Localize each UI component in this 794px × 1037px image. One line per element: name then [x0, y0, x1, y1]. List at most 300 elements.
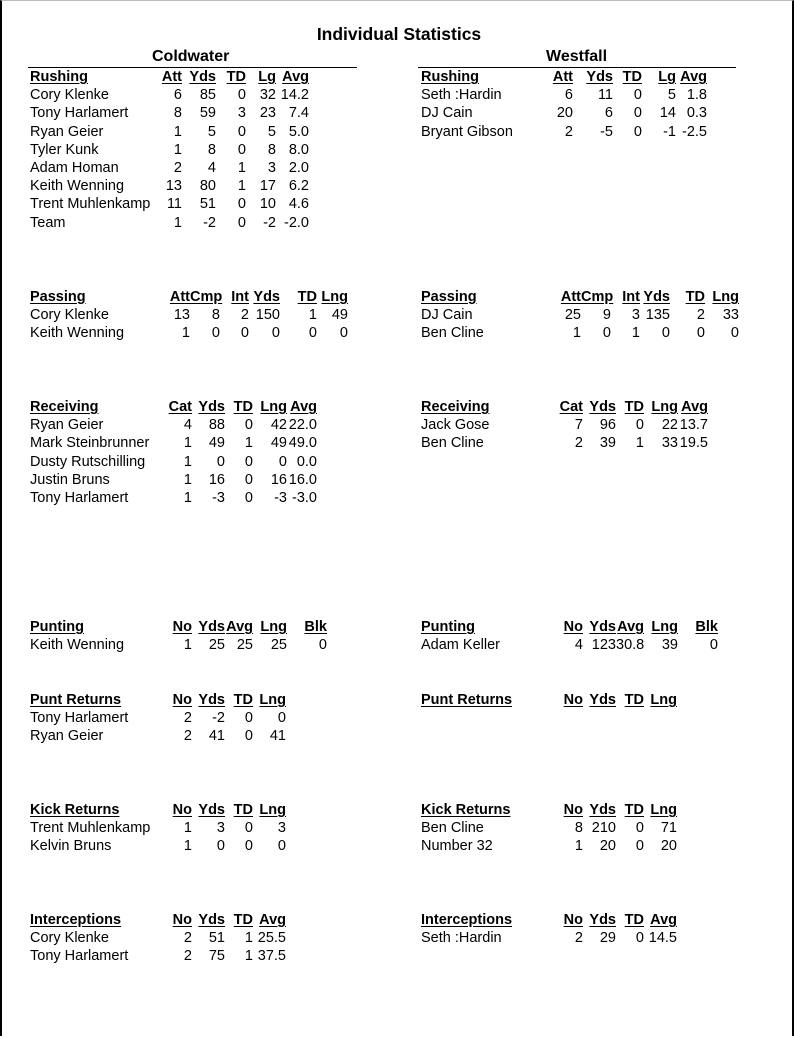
- stat-value: 6: [604, 105, 613, 122]
- stat-value: -2.0: [284, 214, 309, 231]
- stat-value: 3: [277, 820, 286, 837]
- player-name: Justin Bruns: [30, 471, 110, 488]
- header-label: Lg: [658, 69, 676, 85]
- stat-value: 0: [635, 417, 644, 434]
- table-row: [30, 123, 309, 141]
- column-header: [555, 911, 583, 929]
- column-header: [644, 398, 678, 416]
- column-header: [644, 691, 677, 709]
- stat-value: 13: [173, 307, 190, 324]
- header-row: [421, 68, 707, 86]
- stat-value: 0: [237, 141, 246, 158]
- header-row: [421, 691, 677, 709]
- stat-value: 8: [207, 141, 216, 158]
- interceptions-left-grid: [30, 911, 286, 966]
- stat-value: 14.5: [648, 930, 677, 947]
- table-row: [30, 636, 327, 654]
- stat-value: 3: [631, 307, 640, 324]
- passing-table-left: [30, 288, 348, 343]
- column-header: [225, 398, 253, 416]
- column-header: [253, 691, 286, 709]
- column-header: [182, 68, 216, 86]
- header-label: Lng: [260, 619, 287, 635]
- header-label: TD: [624, 692, 644, 708]
- player-name: Number 32: [421, 838, 493, 855]
- stat-value: 11: [597, 87, 613, 104]
- stat-value: 0: [308, 325, 317, 342]
- stat-value: 59: [199, 105, 216, 122]
- team-name-left: Coldwater: [152, 48, 230, 65]
- table-row: [30, 453, 317, 471]
- stat-value: 5.0: [288, 123, 309, 140]
- column-header: [616, 618, 644, 636]
- stat-value: 1: [244, 948, 253, 965]
- stat-value: 11: [166, 196, 182, 213]
- column-header: [676, 68, 707, 86]
- header-label: Blk: [695, 619, 718, 635]
- stat-value: 0.3: [686, 105, 707, 122]
- column-header: [555, 618, 583, 636]
- header-label: Cat: [168, 399, 192, 415]
- column-header: [573, 68, 613, 86]
- column-header: [192, 618, 225, 636]
- header-row: [30, 801, 286, 819]
- page-title: Individual Statistics: [316, 24, 482, 44]
- player-name: Ryan Geier: [30, 417, 104, 434]
- stat-value: 1: [173, 123, 182, 140]
- stat-value: 6: [173, 87, 182, 104]
- punt-returns-table-right: [421, 691, 677, 709]
- column-header: [190, 288, 223, 306]
- stat-value: 1: [572, 325, 581, 342]
- header-label: TD: [685, 289, 705, 305]
- stat-value: 7: [574, 417, 583, 434]
- stat-value: 13.7: [679, 417, 708, 434]
- stat-value: 0: [240, 325, 249, 342]
- column-header: [253, 618, 287, 636]
- table-row: [30, 727, 286, 745]
- stat-value: 23: [259, 105, 276, 122]
- stat-value: 22: [661, 417, 678, 434]
- stat-value: 1: [574, 838, 583, 855]
- table-row: [421, 324, 739, 342]
- stat-value: 1: [183, 490, 192, 507]
- stat-value: 16: [208, 471, 225, 488]
- header-label: Yds: [589, 399, 616, 415]
- punting-left-grid: [30, 618, 327, 654]
- stat-value: 4: [207, 160, 216, 177]
- header-label: Punting: [30, 619, 84, 635]
- header-label: Avg: [650, 912, 677, 928]
- player-name: Keith Wenning: [30, 325, 125, 342]
- player-name: Jack Gose: [421, 417, 490, 434]
- stat-value: 20: [660, 838, 677, 855]
- header-label: Yds: [198, 802, 225, 818]
- stat-value: -3.0: [292, 490, 317, 507]
- header-label: Yds: [589, 912, 616, 928]
- player-name: Seth :Hardin: [421, 87, 502, 104]
- stat-value: -2: [263, 214, 276, 231]
- stat-value: 29: [599, 930, 616, 947]
- header-label: TD: [233, 692, 253, 708]
- column-header: [225, 691, 253, 709]
- stat-value: -1: [663, 123, 676, 140]
- header-row: [421, 618, 718, 636]
- stat-value: 6: [564, 87, 573, 104]
- stat-value: 1.8: [686, 87, 707, 104]
- stat-value: 14.2: [280, 87, 309, 104]
- stat-value: 1: [635, 435, 644, 452]
- header-label: Att: [552, 69, 573, 85]
- table-row: [30, 471, 317, 489]
- header-label: No: [563, 802, 583, 818]
- header-label: Yds: [589, 802, 616, 818]
- header-row: [421, 911, 677, 929]
- stat-value: 0: [244, 728, 253, 745]
- table-row: [30, 434, 317, 452]
- column-header: [583, 618, 616, 636]
- header-row: [30, 911, 286, 929]
- stat-value: 5: [267, 123, 276, 140]
- team-name-right: Westfall: [546, 48, 608, 65]
- passing-right-grid: [421, 288, 739, 343]
- stat-value: 8: [574, 820, 583, 837]
- player-name: Ryan Geier: [30, 728, 104, 745]
- stat-value: 0: [244, 820, 253, 837]
- column-header: [644, 618, 678, 636]
- player-name: Mark Steinbrunner: [30, 435, 150, 452]
- stat-value: 2: [183, 710, 192, 727]
- stat-value: 0: [635, 930, 644, 947]
- stat-value: 0: [237, 196, 246, 213]
- header-label: Lng: [259, 802, 286, 818]
- stat-value: 7.4: [288, 105, 309, 122]
- stat-value: 1: [308, 307, 317, 324]
- header-label: Punt Returns: [30, 692, 122, 708]
- column-header: [280, 288, 317, 306]
- stat-value: 0: [237, 123, 246, 140]
- table-row: [30, 214, 309, 232]
- header-label: Avg: [282, 69, 309, 85]
- table-row: [30, 709, 286, 727]
- column-header: [555, 691, 583, 709]
- section-heading: [421, 68, 549, 86]
- column-header: [164, 911, 192, 929]
- player-name: Cory Klenke: [30, 87, 109, 104]
- column-header: [581, 288, 614, 306]
- table-row: [30, 947, 286, 965]
- header-label: Lng: [651, 399, 678, 415]
- stat-value: 1: [183, 471, 192, 488]
- table-row: [30, 489, 317, 507]
- kick-returns-left-grid: [30, 801, 286, 856]
- column-header: [253, 801, 286, 819]
- column-header: [644, 801, 677, 819]
- column-header: [644, 911, 677, 929]
- stat-value: 0: [730, 325, 739, 342]
- column-header: [164, 288, 190, 306]
- stat-value: 30.8: [616, 637, 645, 654]
- column-header: [549, 68, 573, 86]
- header-row: [30, 618, 327, 636]
- column-header: [642, 68, 676, 86]
- stat-value: 3: [237, 105, 246, 122]
- stat-value: 85: [199, 87, 216, 104]
- header-label: TD: [624, 802, 644, 818]
- header-label: Lng: [259, 692, 286, 708]
- stat-value: 0: [271, 325, 280, 342]
- stat-value: 0: [244, 453, 253, 470]
- column-header: [583, 398, 616, 416]
- header-label: Att: [560, 289, 581, 305]
- column-header: [613, 68, 642, 86]
- header-row: [30, 691, 286, 709]
- stat-value: 16.0: [288, 471, 317, 488]
- stat-value: 37.5: [257, 948, 286, 965]
- rushing-table-right: [421, 68, 707, 141]
- stat-value: 9: [602, 307, 611, 324]
- header-label: Avg: [617, 619, 644, 635]
- header-label: Lng: [321, 289, 348, 305]
- header-label: Int: [231, 289, 249, 305]
- stat-value: 75: [208, 948, 225, 965]
- column-header: [555, 288, 581, 306]
- stat-value: 8: [267, 141, 276, 158]
- header-label: Passing: [30, 289, 86, 305]
- header-label: Lng: [650, 692, 677, 708]
- header-label: TD: [624, 399, 644, 415]
- kick-returns-right-grid: [421, 801, 677, 856]
- stat-value: 5: [207, 123, 216, 140]
- column-header: [616, 691, 644, 709]
- receiving-table-right: [421, 398, 708, 453]
- stat-value: 0: [339, 325, 348, 342]
- stat-value: 20: [556, 105, 573, 122]
- stat-value: 0: [211, 325, 220, 342]
- stat-value: 0: [216, 838, 225, 855]
- header-label: Avg: [680, 69, 707, 85]
- table-row: [421, 104, 707, 122]
- stat-value: 1: [183, 453, 192, 470]
- stat-value: 39: [661, 637, 678, 654]
- stat-value: 0: [635, 838, 644, 855]
- header-label: TD: [297, 289, 317, 305]
- column-header: [678, 398, 708, 416]
- column-header: [220, 288, 249, 306]
- stat-value: 39: [599, 435, 616, 452]
- column-header: [225, 911, 253, 929]
- header-label: Int: [622, 289, 640, 305]
- stat-value: 0: [216, 453, 225, 470]
- header-label: Punting: [421, 619, 475, 635]
- stat-value: 80: [199, 178, 216, 195]
- section-heading: [30, 911, 164, 929]
- player-name: Cory Klenke: [30, 930, 109, 947]
- stat-value: 2: [696, 307, 705, 324]
- stat-value: -3: [274, 490, 287, 507]
- stat-value: 71: [660, 820, 677, 837]
- stat-value: 150: [255, 307, 280, 324]
- stat-value: 0: [602, 325, 611, 342]
- header-row: [421, 801, 677, 819]
- header-label: Interceptions: [30, 912, 122, 928]
- header-label: TD: [233, 399, 253, 415]
- stat-value: -2: [212, 710, 225, 727]
- column-header: [317, 288, 348, 306]
- stat-value: 25: [208, 637, 225, 654]
- stat-value: 41: [208, 728, 225, 745]
- column-header: [216, 68, 246, 86]
- table-row: [30, 177, 309, 195]
- header-label: No: [563, 692, 583, 708]
- column-header: [705, 288, 739, 306]
- table-row: [30, 306, 348, 324]
- column-header: [192, 801, 225, 819]
- stat-value: 1: [183, 838, 192, 855]
- header-label: Lng: [712, 289, 739, 305]
- header-label: Avg: [226, 619, 253, 635]
- column-header: [670, 288, 705, 306]
- header-label: Yds: [589, 619, 616, 635]
- stat-value: 6.2: [288, 178, 309, 195]
- punting-table-left: [30, 618, 327, 654]
- stat-value: 1: [173, 214, 182, 231]
- stat-value: 51: [208, 930, 225, 947]
- column-header: [678, 618, 718, 636]
- section-heading: [30, 691, 164, 709]
- stat-value: 0: [709, 637, 718, 654]
- stat-value: 2: [183, 930, 192, 947]
- stat-value: 20: [599, 838, 616, 855]
- header-label: Rushing: [30, 69, 88, 85]
- stat-value: 2: [240, 307, 249, 324]
- table-row: [30, 819, 286, 837]
- table-row: [421, 837, 677, 855]
- stat-value: 13: [165, 178, 182, 195]
- player-name: Bryant Gibson: [421, 123, 513, 140]
- header-label: Yds: [643, 289, 670, 305]
- column-header: [192, 691, 225, 709]
- column-header: [583, 691, 616, 709]
- stat-value: 1: [183, 637, 192, 654]
- table-row: [421, 819, 677, 837]
- stat-value: 2: [564, 123, 573, 140]
- header-label: TD: [233, 802, 253, 818]
- column-header: [616, 398, 644, 416]
- stat-value: -2: [203, 214, 216, 231]
- stat-value: 1: [237, 178, 246, 195]
- stat-value: 2: [574, 435, 583, 452]
- column-header: [616, 911, 644, 929]
- player-name: Keith Wenning: [30, 178, 125, 195]
- receiving-table-left: [30, 398, 317, 507]
- player-name: Seth :Hardin: [421, 930, 502, 947]
- table-row: [30, 416, 317, 434]
- player-name: DJ Cain: [421, 105, 473, 122]
- table-row: [421, 636, 718, 654]
- column-header: [246, 68, 276, 86]
- section-heading: [421, 288, 555, 306]
- receiving-left-grid: [30, 398, 317, 507]
- column-header: [158, 68, 182, 86]
- header-label: Avg: [290, 399, 317, 415]
- table-row: [30, 195, 309, 213]
- header-label: Yds: [198, 692, 225, 708]
- table-row: [30, 324, 348, 342]
- stat-value: -3: [212, 490, 225, 507]
- header-label: No: [563, 912, 583, 928]
- section-heading: [30, 618, 164, 636]
- header-label: No: [172, 802, 192, 818]
- stat-value: 2: [183, 948, 192, 965]
- table-row: [421, 929, 677, 947]
- player-name: Dusty Rutschilling: [30, 453, 146, 470]
- kick-returns-table-right: [421, 801, 677, 856]
- stat-value: 25: [564, 307, 581, 324]
- header-label: Lng: [650, 802, 677, 818]
- table-row: [421, 416, 708, 434]
- stat-value: 0: [277, 838, 286, 855]
- stat-value: 8: [211, 307, 220, 324]
- player-name: Ben Cline: [421, 435, 484, 452]
- stat-value: 2: [183, 728, 192, 745]
- column-header: [249, 288, 280, 306]
- stat-value: 210: [591, 820, 616, 837]
- stat-value: 0: [633, 87, 642, 104]
- column-header: [192, 398, 225, 416]
- column-header: [164, 618, 192, 636]
- player-name: Keith Wenning: [30, 637, 125, 654]
- player-name: Adam Keller: [421, 637, 500, 654]
- player-name: Ryan Geier: [30, 123, 104, 140]
- player-name: Tony Harlamert: [30, 105, 129, 122]
- stat-value: 49.0: [288, 435, 317, 452]
- stat-value: 33: [661, 435, 678, 452]
- header-label: Receiving: [421, 399, 490, 415]
- stat-value: 0: [696, 325, 705, 342]
- column-header: [225, 801, 253, 819]
- passing-left-grid: [30, 288, 348, 343]
- header-label: Lng: [260, 399, 287, 415]
- table-row: [421, 306, 739, 324]
- stat-value: 3: [267, 160, 276, 177]
- stat-value: 0: [244, 838, 253, 855]
- stat-value: 1: [237, 160, 246, 177]
- stat-value: 8: [173, 105, 182, 122]
- stat-value: 0: [244, 417, 253, 434]
- stat-value: 25: [236, 637, 253, 654]
- stat-value: 0: [237, 214, 246, 231]
- table-row: [30, 104, 309, 122]
- stat-value: 0: [633, 105, 642, 122]
- stat-value: 1: [183, 435, 192, 452]
- punting-table-right: [421, 618, 718, 654]
- stat-value: 51: [199, 196, 216, 213]
- stat-value: 49: [331, 307, 348, 324]
- stat-value: 135: [645, 307, 670, 324]
- stat-value: 0: [661, 325, 670, 342]
- stat-value: 49: [208, 435, 225, 452]
- player-name: Ben Cline: [421, 820, 484, 837]
- kick-returns-table-left: [30, 801, 286, 856]
- table-row: [421, 123, 707, 141]
- player-name: Tony Harlamert: [30, 710, 129, 727]
- header-label: Yds: [589, 692, 616, 708]
- column-header: [164, 691, 192, 709]
- stat-value: 1: [244, 930, 253, 947]
- stat-value: 3: [216, 820, 225, 837]
- stat-value: 0: [635, 820, 644, 837]
